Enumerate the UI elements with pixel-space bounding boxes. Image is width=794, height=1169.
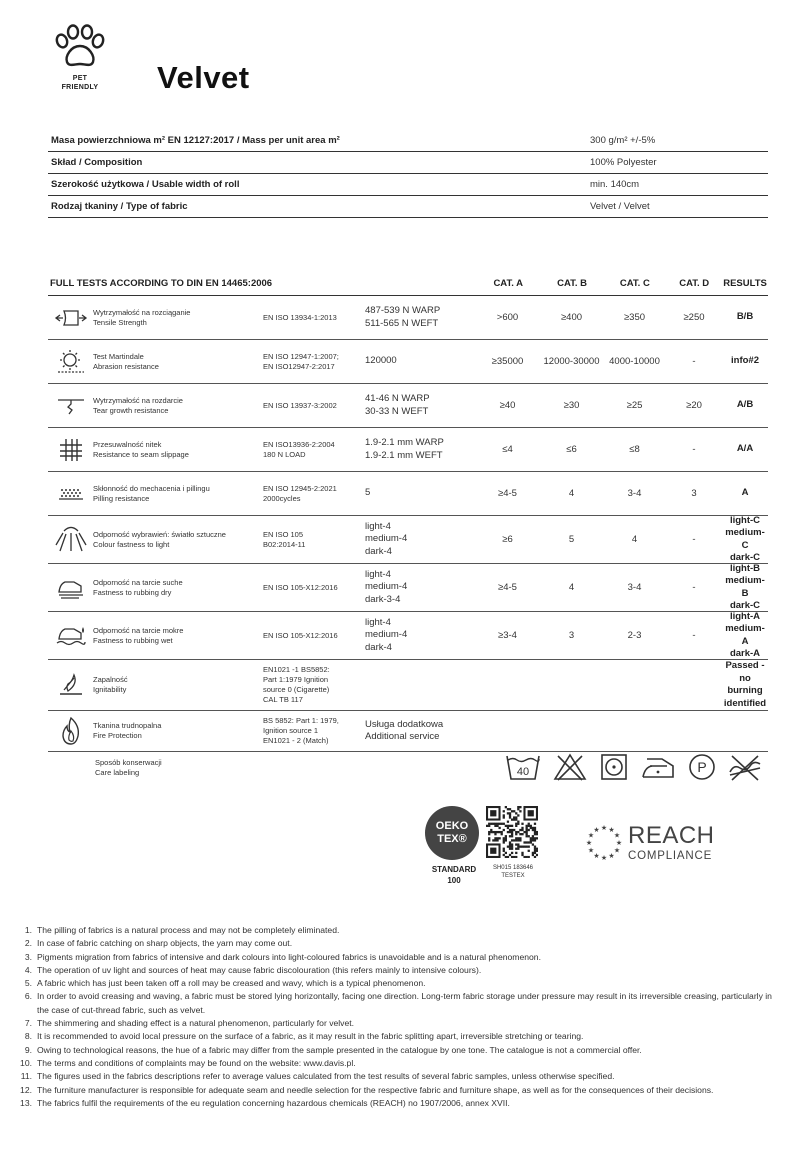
test-row (48, 660, 768, 711)
note-text: The terms and conditions of complaints may be found on the website: www.davis.pl. (37, 1057, 356, 1068)
cat-b-value: ≥30 (563, 400, 580, 411)
test-value (365, 393, 475, 418)
cat-c-value: 3-4 (627, 488, 642, 499)
test-result-line: info#2 (731, 355, 759, 367)
cat-d-value: ≥20 (686, 400, 702, 411)
note-text: The furniture manufacturer is responsible for adequate seam and needle selection for the respective fabric and furniture shape, as well as for the consequences of their decisions. (37, 1084, 714, 1095)
test-standard (263, 665, 365, 705)
test-standard-line: EN ISO 105-X12:2016 (263, 582, 338, 592)
oeko-tex-badge (425, 806, 479, 860)
test-name-line: Odporność na tarcie mokre (93, 625, 184, 635)
header-cat-a: CAT. A (493, 278, 523, 289)
test-result (722, 611, 768, 661)
cat-c-value: 3-4 (627, 582, 642, 593)
note-item (10, 924, 785, 937)
cat-d-value: - (692, 630, 696, 641)
test-result-line: light-C (729, 514, 761, 526)
cat-d-value: - (692, 582, 696, 593)
cat-a-value: ≥6 (502, 534, 513, 545)
svg-text:★: ★ (615, 840, 623, 847)
test-result (722, 515, 768, 565)
test-name-line: Pilling resistance (93, 493, 150, 503)
dry-clean-p-icon (687, 752, 717, 782)
test-value (365, 569, 475, 607)
qr-code-icon[interactable] (486, 806, 538, 858)
fire-protection-icon (48, 711, 93, 751)
test-standard (263, 631, 365, 641)
cat-b-value: ≤6 (566, 444, 577, 455)
test-result (722, 399, 768, 412)
care-label-pl: Sposób konserwacji (95, 758, 162, 767)
note-item (10, 1057, 785, 1070)
cat-b-value: 3 (568, 630, 575, 641)
test-standard-line: Ignition source 1 (263, 726, 319, 735)
cat-a-value: ≥4-5 (498, 488, 517, 499)
test-value-line: 1.9-2.1 mm WARP (365, 437, 444, 448)
note-item (10, 937, 785, 950)
note-text: A fabric which has just been taken off a roll may be creased and wavy, which is a typical phenomenon. (37, 978, 426, 989)
test-result-line: dark-A (729, 648, 761, 659)
test-result-line: A/A (736, 443, 754, 455)
test-standard-line: 2000cycles (263, 493, 301, 503)
cat-d-value: 3 (691, 488, 697, 499)
test-value-line: 487-539 N WARP (365, 305, 441, 316)
reach-word: REACH (628, 822, 715, 849)
cat-c-value: ≤8 (629, 444, 640, 455)
test-row (48, 472, 768, 516)
svg-text:★: ★ (593, 852, 600, 860)
test-result-line: B/B (736, 311, 754, 323)
note-number: 11. (20, 1071, 32, 1082)
note-text: It is recommended to avoid local pressure on the surface of a fabric, as it may result in the fabric splitting apart, irreversible stretching or tearing. (37, 1031, 584, 1042)
rubbing-dry-icon (48, 564, 93, 611)
spec-row (48, 174, 768, 196)
note-number: 7. (24, 1018, 32, 1029)
test-standard (263, 313, 365, 323)
note-number: 8. (24, 1031, 32, 1042)
note-item (10, 1044, 785, 1057)
svg-text:★: ★ (600, 855, 608, 862)
cat-c-value: 4000-10000 (609, 356, 660, 367)
spec-value: 300 g/m² +/-5% (590, 135, 656, 146)
test-result-line: identified (723, 697, 767, 709)
test-name (93, 578, 263, 598)
header-results: RESULTS (723, 278, 767, 289)
test-name-line: Resistance to seam slippage (93, 449, 189, 459)
test-standard-line: EN1021 -1 BS5852: (263, 665, 330, 674)
cat-a-value: ≥4-5 (498, 582, 517, 593)
test-standard-line: Part 1:1979 Ignition (263, 675, 329, 684)
seam-grid-icon (48, 428, 93, 471)
test-value-line: medium-4 (365, 629, 408, 641)
pilling-icon (48, 472, 93, 515)
pet-friendly-line-2: FRIENDLY (61, 84, 99, 91)
cat-a-value: >600 (496, 312, 519, 323)
test-standard-line: EN1021 - 2 (Match) (263, 736, 329, 745)
cat-c-value: 4 (631, 534, 638, 545)
reach-sub: COMPLIANCE (628, 850, 713, 862)
note-item (10, 1017, 785, 1030)
test-standard-line: source 0 (Cigarette) (263, 685, 330, 694)
oeko-line-2: TEX® (437, 833, 467, 845)
reach-compliance (584, 822, 724, 866)
test-name-line: Tear growth resistance (93, 405, 169, 415)
test-name-line: Wytrzymałość na rozciąganie (93, 307, 191, 317)
test-name-line: Tensile Strength (93, 317, 147, 327)
cat-d-value: ≥250 (683, 312, 705, 323)
note-number: 12. (20, 1084, 32, 1095)
test-name (93, 352, 263, 372)
note-item (10, 1070, 785, 1083)
cat-d-value: - (692, 444, 696, 455)
spec-value: 100% Polyester (590, 157, 657, 168)
cat-a-value: ≥3-4 (498, 630, 517, 641)
test-name-line: Abrasion resistance (93, 361, 159, 371)
note-number: 13. (20, 1097, 32, 1108)
test-result (722, 487, 768, 500)
notes-list (10, 924, 785, 1110)
test-name-line: Colour fastness to light (93, 539, 170, 549)
cat-b-value: ≥400 (560, 312, 583, 323)
note-number: 5. (24, 978, 32, 989)
note-item (10, 990, 785, 1017)
pet-friendly-line-1: PET (72, 75, 88, 82)
test-name-line: Skłonność do mechacenia i pillingu (93, 483, 210, 493)
note-number: 1. (24, 925, 32, 935)
note-text: Owing to technological reasons, the hue of a fabric may differ from the sample presented in the catalogue by one tone. The catalogue is not a commercial offer. (37, 1044, 642, 1055)
spec-value: min. 140cm (590, 179, 640, 190)
test-name-line: Ignitability (93, 685, 127, 694)
light-fastness-icon (48, 516, 93, 563)
cat-a-value: ≥40 (499, 400, 516, 411)
ignitability-icon (48, 660, 93, 710)
note-number: 9. (24, 1044, 32, 1055)
cert-code: SH015 183646 (492, 865, 534, 871)
test-standard (263, 530, 365, 550)
note-number: 3. (24, 951, 32, 962)
test-result-line: light-B (729, 562, 761, 574)
test-name-line: Odporność na tarcie suche (93, 577, 183, 587)
oeko-tex-certificate (425, 806, 543, 886)
note-item (10, 977, 785, 990)
test-standard-line: 180 N LOAD (263, 449, 306, 459)
spec-label: Rodzaj tkaniny / Type of fabric (51, 201, 188, 212)
test-result-line: A (741, 487, 749, 499)
test-standard-line: B02:2014-11 (263, 539, 306, 549)
test-result (722, 660, 768, 710)
note-number: 2. (24, 938, 32, 949)
note-text: Pigments migration from fabrics of intensive and dark colours into light-coloured fabrics is unavoidable and is a natural phenomenon. (37, 951, 541, 962)
test-name-line: Przesuwalność nitek (93, 439, 162, 449)
test-name (93, 530, 263, 550)
test-name (93, 440, 263, 460)
svg-text:★: ★ (593, 827, 600, 835)
header-cat-c: CAT. C (619, 278, 650, 289)
test-name (93, 675, 263, 695)
test-value (365, 305, 475, 330)
spec-row (48, 196, 768, 218)
test-value-line: light-4 (365, 520, 391, 532)
test-row (48, 296, 768, 340)
svg-text:P: P (697, 759, 707, 775)
iron-low-icon (640, 752, 676, 782)
test-value-line: light-4 (365, 616, 391, 628)
header-cat-d: CAT. D (679, 278, 710, 289)
pet-friendly-logo (48, 24, 112, 92)
note-text: The figures used in the fabrics descriptions refer to average values calculated from the test results of several fabric samples, unless otherwise specified. (37, 1071, 615, 1082)
test-value-line: 511-565 N WEFT (365, 317, 439, 329)
tests-title: FULL TESTS ACCORDING TO DIN EN 14465:2006 (50, 278, 273, 289)
test-value (365, 719, 475, 744)
test-standard (263, 352, 365, 372)
do-not-tumble-dry-icon (599, 752, 629, 782)
note-item (10, 1084, 785, 1097)
test-row (48, 384, 768, 428)
test-value (365, 617, 475, 655)
test-value-line: dark-3-4 (365, 593, 401, 605)
standard-line-1: STANDARD (431, 865, 477, 874)
test-value-line: 41-46 N WARP (365, 393, 430, 404)
test-standard (263, 583, 365, 593)
standard-line-2: 100 (447, 876, 461, 885)
test-result-line: medium-C (725, 527, 765, 551)
test-standard-line: EN ISO13936-2:2004 (263, 439, 335, 449)
spec-row (48, 130, 768, 152)
wash-40-icon (505, 752, 541, 782)
svg-text:★: ★ (608, 852, 615, 860)
test-standard (263, 401, 365, 411)
test-value-line: medium-4 (365, 533, 408, 545)
test-value (365, 521, 475, 559)
wash-temp: 40 (516, 766, 530, 778)
spec-label: Skład / Composition (51, 157, 143, 168)
test-name-line: Zapalność (93, 675, 128, 684)
cat-a-value: ≥35000 (491, 356, 524, 367)
test-row (48, 340, 768, 384)
svg-text:★: ★ (600, 825, 608, 832)
test-result (722, 311, 768, 324)
test-result-line: Passed - no (725, 660, 765, 684)
test-standard-line: EN ISO 105 (263, 529, 304, 539)
test-standard-line: BS 5852: Part 1: 1979, (263, 716, 339, 725)
test-name-line: Wytrzymałość na rozdarcie (93, 395, 183, 405)
test-result (722, 355, 768, 368)
spec-label: Szerokość użytkowa / Usable width of roll (51, 179, 240, 190)
cat-d-value: - (692, 356, 696, 367)
tests-header-row (48, 272, 768, 296)
note-item (10, 964, 785, 977)
test-value-line: 30-33 N WEFT (365, 405, 429, 417)
do-not-bleach-icon (552, 752, 588, 782)
cat-b-value: 5 (568, 534, 575, 545)
tests-table (48, 272, 768, 752)
test-standard-line: EN ISO 12945-2:2021 (263, 483, 337, 493)
oeko-line-1: OEKO (435, 820, 469, 832)
tensile-icon (48, 296, 93, 339)
note-number: 4. (24, 964, 32, 975)
cat-c-value: ≥25 (626, 400, 643, 411)
note-text: The shimmering and shading effect is a natural phenomenon, particularly for velvet. (37, 1018, 355, 1029)
spec-table (48, 130, 768, 218)
test-result-line: medium-A (725, 623, 765, 647)
svg-text:★: ★ (608, 827, 615, 835)
test-value-line: medium-4 (365, 581, 408, 593)
do-not-wring-icon (728, 752, 762, 782)
header-cat-b: CAT. B (557, 278, 587, 289)
svg-text:★: ★ (587, 832, 595, 840)
test-value (365, 487, 475, 500)
test-standard-line: EN ISO 13934-1:2013 (263, 312, 337, 322)
svg-text:★: ★ (587, 847, 595, 855)
paw-icon (53, 24, 107, 68)
test-row (48, 516, 768, 564)
test-name (93, 626, 263, 646)
test-value (365, 355, 475, 368)
spec-row (48, 152, 768, 174)
note-text: The operation of uv light and sources of heat may cause fabric discolouration (this refers mainly to intensive colours). (37, 964, 482, 975)
cat-b-value: 12000-30000 (543, 356, 600, 367)
test-result-line: dark-C (729, 552, 761, 563)
test-result-line: medium-B (725, 575, 765, 599)
test-standard-line: EN ISO 105-X12:2016 (263, 630, 338, 640)
cat-d-value: - (692, 534, 696, 545)
test-value-line: 5 (365, 487, 371, 499)
test-value-line: dark-4 (365, 641, 392, 653)
eu-stars-icon (584, 822, 624, 862)
note-text: The fabrics fulfil the requirements of the eu regulation concerning hazardous chemicals (REACH) no 1907/2006, annex XVII. (37, 1097, 510, 1108)
test-result-line: burning (727, 685, 763, 696)
rubbing-wet-icon (48, 612, 93, 659)
test-name-line: Odporność wybrawień: światło sztuczne (93, 529, 226, 539)
abrasion-icon (48, 340, 93, 383)
spec-label: Masa powierzchniowa m² EN 12127:2017 / Mass per unit area m² (51, 135, 340, 146)
test-row (48, 428, 768, 472)
cat-c-value: ≥350 (623, 312, 646, 323)
test-name (93, 396, 263, 416)
cat-b-value: 4 (568, 582, 575, 593)
cat-c-value: 2-3 (627, 630, 642, 641)
note-item (10, 951, 785, 964)
test-standard-line: EN ISO 13937-3:2002 (263, 400, 337, 410)
note-number: 10. (20, 1057, 32, 1068)
test-name-line: Test Martindale (93, 351, 144, 361)
test-standard-line: CAL TB 117 (263, 695, 303, 704)
test-name (93, 308, 263, 328)
test-value-line: dark-4 (365, 545, 392, 557)
care-labeling-row (48, 746, 768, 794)
note-text: The pilling of fabrics is a natural process and may not be completely eliminated. (37, 925, 340, 935)
test-result-line: A/B (736, 399, 754, 411)
cat-b-value: 4 (568, 488, 575, 499)
test-value-line: Usługa dodatkowa (365, 718, 444, 730)
test-result-line: dark-C (729, 600, 761, 611)
test-value-line: light-4 (365, 568, 391, 580)
note-item (10, 1030, 785, 1043)
test-row (48, 612, 768, 660)
test-name (93, 484, 263, 504)
cert-lab: TESTEX (501, 873, 525, 879)
svg-text:★: ★ (585, 840, 593, 847)
test-name-line: Fastness to rubbing dry (93, 587, 172, 597)
test-value-line: Additional service (365, 731, 440, 742)
test-name-line: Fastness to rubbing wet (93, 635, 173, 645)
test-standard (263, 716, 365, 746)
test-value-line: 1.9-2.1 mm WEFT (365, 449, 443, 461)
test-name-line: Fire Protection (93, 731, 142, 740)
test-value (365, 437, 475, 462)
care-label-en: Care labeling (95, 768, 140, 777)
cat-a-value: ≤4 (502, 444, 513, 455)
test-standard-line: EN ISO12947-2:2017 (263, 361, 335, 371)
test-standard-line: EN ISO 12947-1:2007; (263, 351, 339, 361)
svg-text:★: ★ (613, 832, 621, 840)
test-name-line: Tkanina trudnopalna (93, 721, 162, 730)
test-standard (263, 440, 365, 460)
note-item (10, 1097, 785, 1110)
test-result (722, 563, 768, 613)
test-result-line: light-A (729, 610, 761, 622)
test-name (93, 721, 263, 741)
test-value-line: 120000 (365, 355, 397, 367)
test-row (48, 564, 768, 612)
page-title: Velvet (157, 60, 250, 95)
note-number: 6. (24, 991, 32, 1002)
note-text: In case of fabric catching on sharp objects, the yarn may come out. (37, 938, 293, 949)
test-result (722, 443, 768, 456)
tear-icon (48, 384, 93, 427)
note-text: In order to avoid creasing and waving, a fabric must be stored lying horizontally, facing one direction. Long-term fabric storage under pressure may result in its irreversible creasing, particularly in the case of cut-thread fabric, such as velvet. (37, 991, 772, 1015)
test-standard (263, 484, 365, 504)
spec-value: Velvet / Velvet (590, 201, 650, 212)
svg-text:★: ★ (613, 847, 621, 855)
